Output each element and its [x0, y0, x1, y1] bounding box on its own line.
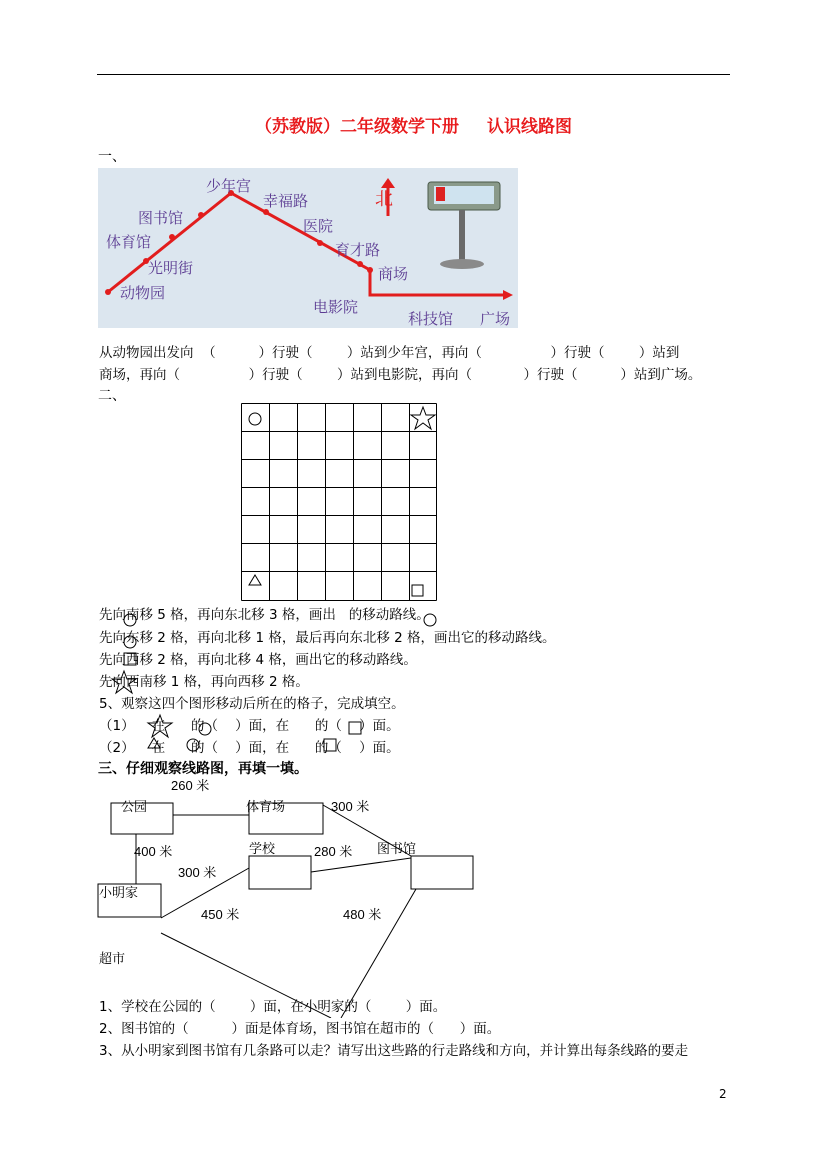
- section2-line7: （2） 在 的（ ）面，在 的（ ）面。: [99, 740, 400, 756]
- place-label: 图书馆: [138, 209, 184, 227]
- place-label: 科技馆: [408, 310, 454, 328]
- page-title: [0, 112, 827, 137]
- grid-board: [241, 403, 437, 601]
- page-number: 2: [719, 1087, 727, 1101]
- section2-line4: 先向西南移 1 格，再向西移 2 格。: [99, 674, 309, 690]
- place-label: 超市: [99, 951, 126, 966]
- place-label: 幸福路: [263, 192, 309, 210]
- section3-question3: 3、从小明家到图书馆有几条路可以走？请写出这些路的行走路线和方向，并计算出每条线路的要走: [99, 1043, 689, 1059]
- triangle-icon: [249, 575, 261, 585]
- triangle-icon: [148, 738, 160, 748]
- section2-line2: 先向东移 2 格，再向北移 1 格，最后再向东北移 2 格，画出它的移动路线。: [99, 630, 556, 646]
- circle-icon: [124, 636, 136, 648]
- place-label: 公园: [121, 799, 148, 814]
- route-map-1: [98, 168, 518, 328]
- section3-question1: 1、学校在公园的（ ）面，在小明家的（ ）面。: [99, 999, 447, 1015]
- section2-line3: 先向西移 2 格，再向北移 4 格，画出它的移动路线。: [99, 652, 417, 668]
- circle-icon: [124, 614, 136, 626]
- section2-line1: 先向南移 5 格，再向东北移 3 格，画出 的移动路线。: [99, 607, 430, 623]
- place-label: 图书馆: [377, 841, 417, 856]
- section2-line5: 5、观察这四个图形移动后所在的格子，完成填空。: [99, 696, 405, 712]
- place-label: 少年宫: [206, 177, 252, 195]
- place-label: 育才路: [335, 241, 381, 259]
- section1-text-line2: 商场，再向（ ）行驶（ ）站到电影院，再向（ ）行驶（ ）站到广场。: [99, 367, 702, 383]
- place-label: 动物园: [120, 284, 166, 302]
- distance-label: 300 米: [178, 865, 217, 880]
- title-left: （苏教版）二年级数学下册: [255, 117, 459, 137]
- distance-label: 400 米: [134, 844, 173, 859]
- place-label: 商场: [378, 265, 409, 283]
- title-right: 认识线路图: [487, 117, 572, 137]
- place-label: 体育馆: [106, 233, 152, 251]
- star-icon: [148, 715, 172, 737]
- place-label: 医院: [303, 217, 334, 235]
- distance-label: 300 米: [331, 799, 370, 814]
- section2-label: 二、: [98, 388, 126, 404]
- circle-icon: [199, 723, 211, 735]
- place-label: 电影院: [313, 298, 359, 316]
- road: [311, 858, 411, 872]
- grid-lines: [242, 404, 437, 601]
- place-label: 光明街: [148, 259, 194, 277]
- star-icon: [411, 407, 435, 429]
- section2-line6: （1） 在 的（ ）面，在 的（ ）面。: [99, 718, 400, 734]
- section1-label: 一、: [98, 149, 126, 165]
- place-label: 小明家: [99, 885, 139, 900]
- circle-icon: [187, 739, 199, 751]
- place-label: 学校: [249, 841, 276, 856]
- section3-question2: 2、图书馆的（ ）面是体育场，图书馆在超市的（ ）面。: [99, 1021, 501, 1037]
- header-rule: [97, 74, 730, 75]
- place-label: 广场: [480, 310, 511, 328]
- section3-label: 三、仔细观察线路图，再填一填。: [98, 761, 308, 777]
- circle-icon: [424, 614, 436, 626]
- distance-label: 480 米: [343, 907, 382, 922]
- star-icon: [112, 671, 136, 693]
- box-school: [249, 856, 311, 889]
- north-label: 北: [375, 189, 393, 210]
- box-library: [411, 856, 473, 889]
- section1-text-line1: 从动物园出发向 （ ）行驶（ ）站到少年宫，再向（ ）行驶（ ）站到: [99, 345, 680, 361]
- distance-label: 280 米: [314, 844, 353, 859]
- place-label: 体育场: [246, 799, 286, 814]
- distance-label: 450 米: [201, 907, 240, 922]
- distance-label: 260 米: [171, 778, 210, 793]
- square-icon: [349, 722, 361, 734]
- circle-icon: [249, 413, 261, 425]
- square-icon: [412, 585, 423, 596]
- inline-shape-icons: [110, 605, 450, 755]
- square-icon: [324, 739, 336, 751]
- route-map-3: [96, 778, 516, 1018]
- square-icon: [124, 653, 136, 665]
